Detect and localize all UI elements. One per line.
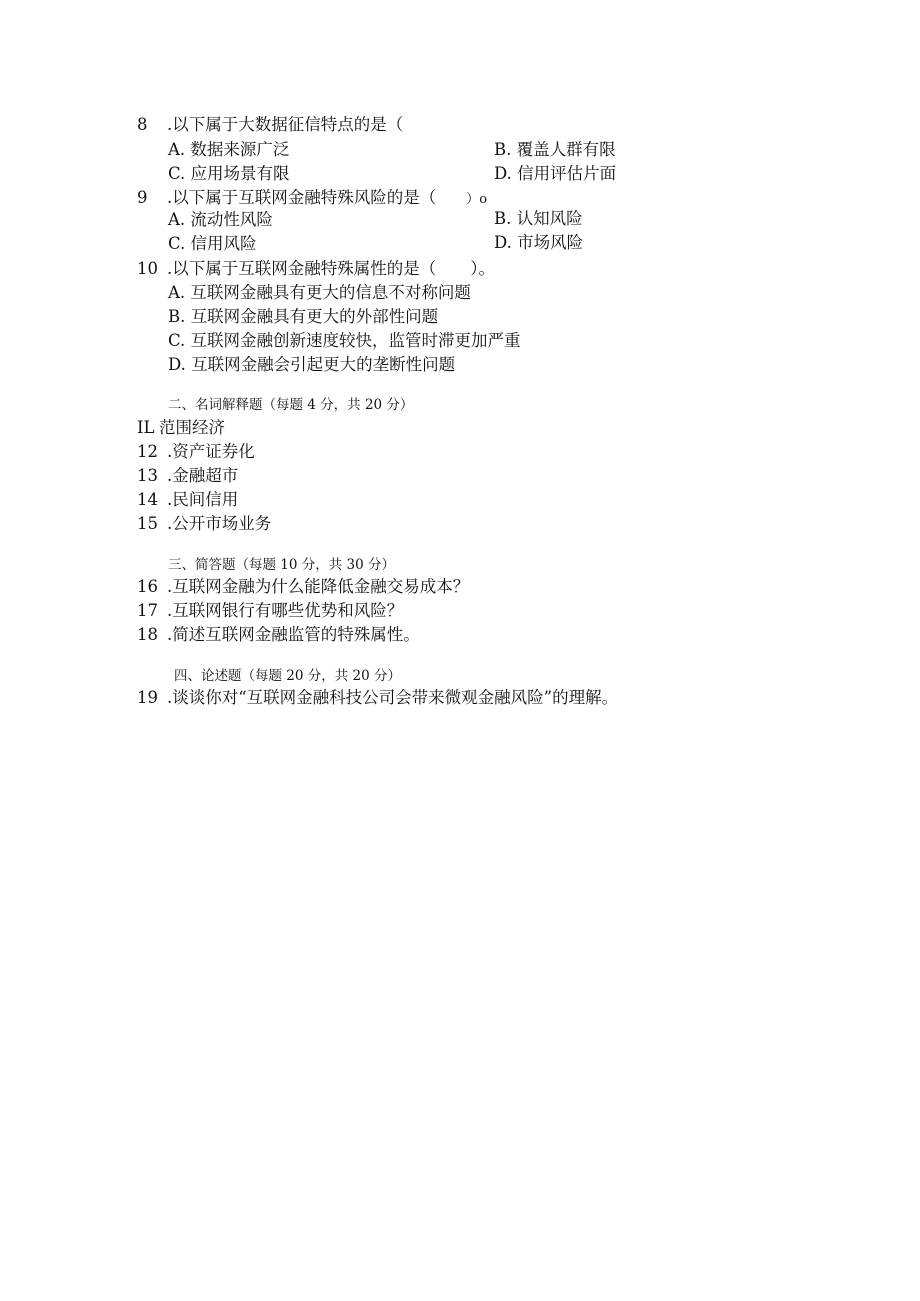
item-number: 19 (137, 688, 158, 707)
item-text: .互联网金融为什么能降低金融交易成本？ (167, 577, 470, 596)
q10-option-d: D. 互联网金融会引起更大的垄断性问题 (168, 355, 456, 374)
question-tail: ）。 (470, 259, 495, 278)
short-answer-17 (137, 601, 403, 621)
q9-option-d: D. 市场风险 (494, 233, 584, 252)
essay-19 (137, 688, 618, 708)
item-text: .公开市场业务 (167, 514, 272, 533)
question-number: 9 (137, 188, 148, 207)
item-number: 17 (137, 601, 158, 620)
item-number: 13 (137, 466, 158, 485)
question-8 (137, 115, 403, 135)
item-number: IL (137, 418, 155, 437)
question-tail: ）o (466, 192, 488, 207)
item-text: .简述互联网金融监管的特殊属性。 (167, 625, 420, 644)
short-answer-16 (137, 577, 469, 597)
q8-option-b: B. 覆盖人群有限 (494, 140, 616, 159)
item-number: 14 (137, 490, 158, 509)
item-text: .资产证券化 (167, 442, 255, 461)
term-item-12 (137, 442, 255, 462)
term-item-15 (137, 514, 271, 534)
item-text: .互联网银行有哪些优势和风险？ (167, 601, 404, 620)
item-number: 18 (137, 625, 158, 644)
q10-option-c: C. 互联网金融创新速度较快，监管时滞更加严重 (168, 331, 521, 350)
item-text: .金融超市 (167, 466, 239, 485)
question-text: .以下属于互联网金融特殊风险的是（ (167, 188, 437, 207)
q8-option-a: A. 数据来源广泛 (168, 140, 290, 159)
q8-option-c: C. 应用场景有限 (168, 164, 290, 183)
question-number: 10 (137, 259, 158, 278)
question-text: .以下属于互联网金融特殊属性的是（ (167, 259, 437, 278)
question-9 (137, 188, 487, 210)
q9-option-b: B. 认知风险 (494, 209, 583, 228)
term-item-14 (137, 490, 238, 510)
q9-option-a: A. 流动性风险 (168, 210, 273, 229)
item-number: 16 (137, 577, 158, 596)
question-text: .以下属于大数据征信特点的是（ (167, 115, 404, 134)
section-4-heading: 四、论述题（每题 20 分，共 20 分） (174, 668, 402, 684)
short-answer-18 (137, 625, 420, 645)
question-number: 8 (137, 115, 148, 134)
item-number: 12 (137, 442, 158, 461)
item-text: .谈谈你对“互联网金融科技公司会带来微观金融风险”的理解。 (167, 688, 619, 707)
q9-option-c: C. 信用风险 (168, 234, 257, 253)
item-number: 15 (137, 514, 158, 533)
q10-option-a: A. 互联网金融具有更大的信息不对称问题 (168, 283, 471, 302)
question-10 (137, 259, 495, 279)
q10-option-b: B. 互联网金融具有更大的外部性问题 (168, 307, 439, 326)
section-3-heading: 三、简答题（每题 10 分，共 30 分） (168, 557, 396, 573)
item-text: 范围经济 (159, 418, 225, 437)
term-item-13 (137, 466, 238, 486)
term-item-11 (137, 418, 225, 438)
section-2-heading: 二、名词解释题（每题 4 分，共 20 分） (168, 397, 414, 413)
q8-option-d: D. 信用评估片面 (494, 164, 617, 183)
item-text: .民间信用 (167, 490, 239, 509)
